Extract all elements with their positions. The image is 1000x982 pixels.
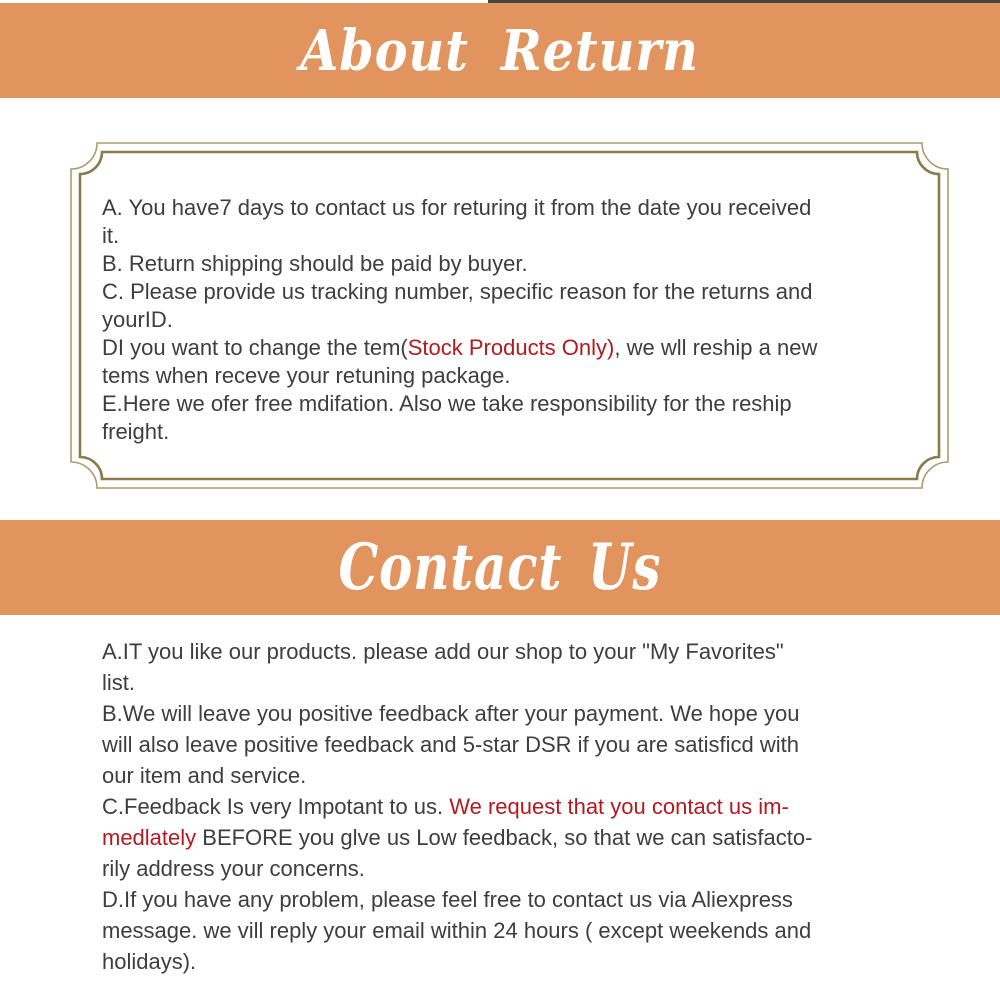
- text-line: [102, 222, 924, 250]
- text-line: [102, 418, 924, 446]
- highlighted-text-segment: We request that you contact us im-: [449, 794, 789, 819]
- text-segment: yourID.: [102, 307, 173, 332]
- text-segment: BEFORE you glve us Low feedback, so that we can satisfacto-: [196, 825, 813, 850]
- highlighted-text-segment: Stock Products Only): [407, 335, 615, 360]
- text-segment: list.: [102, 670, 135, 695]
- highlighted-text-segment: medlately: [102, 825, 197, 850]
- text-line: [102, 884, 924, 915]
- text-line: [102, 698, 924, 729]
- text-segment: , we wll reship a new: [614, 335, 818, 360]
- text-segment: rily address your concerns.: [102, 856, 365, 881]
- text-line: [102, 362, 924, 390]
- text-line: [102, 194, 924, 222]
- return-policy-text: [102, 194, 924, 446]
- text-segment: it.: [102, 223, 120, 248]
- contact-info-text: [102, 636, 924, 977]
- about-return-banner: [0, 3, 1000, 98]
- text-line: [102, 915, 924, 946]
- text-line: [102, 853, 924, 884]
- text-segment: E.Here we ofer free mdifation. Also we take responsibility for the reship: [102, 391, 792, 416]
- text-line: [102, 791, 924, 822]
- text-segment: D.If you have any problem, please feel free to contact us via Aliexpress: [102, 887, 793, 912]
- text-line: [102, 760, 924, 791]
- text-line: [102, 250, 924, 278]
- text-segment: A. You have7 days to contact us for returing it from the date you received: [102, 195, 812, 220]
- text-line: [102, 667, 924, 698]
- text-line: [102, 278, 924, 306]
- text-line: [102, 334, 924, 362]
- text-line: [102, 306, 924, 334]
- contact-us-banner: [0, 520, 1000, 615]
- text-line: [102, 390, 924, 418]
- text-segment: our item and service.: [102, 763, 307, 788]
- return-policy-box: [70, 142, 949, 489]
- about-return-title: About Return: [300, 17, 700, 84]
- text-segment: tems when receve your retuning package.: [102, 363, 511, 388]
- text-segment: C. Please provide us tracking number, specific reason for the returns and: [102, 279, 813, 304]
- text-line: [102, 946, 924, 977]
- contact-us-title: Contact Us: [338, 530, 662, 605]
- text-segment: A.IT you like our products. please add our shop to your "My Favorites": [102, 639, 784, 664]
- text-line: [102, 729, 924, 760]
- text-segment: message. we vill reply your email within 24 hours ( except weekends and: [102, 918, 812, 943]
- text-segment: freight.: [102, 419, 170, 444]
- text-segment: B.We will leave you positive feedback after your payment. We hope you: [102, 701, 800, 726]
- text-line: [102, 636, 924, 667]
- text-segment: B. Return shipping should be paid by buyer.: [102, 251, 528, 276]
- text-segment: holidays).: [102, 949, 197, 974]
- text-line: [102, 822, 924, 853]
- text-segment: C.Feedback Is very Impotant to us.: [102, 794, 450, 819]
- text-segment: DI you want to change the tem(: [102, 335, 408, 360]
- text-segment: will also leave positive feedback and 5-star DSR if you are satisficd with: [102, 732, 799, 757]
